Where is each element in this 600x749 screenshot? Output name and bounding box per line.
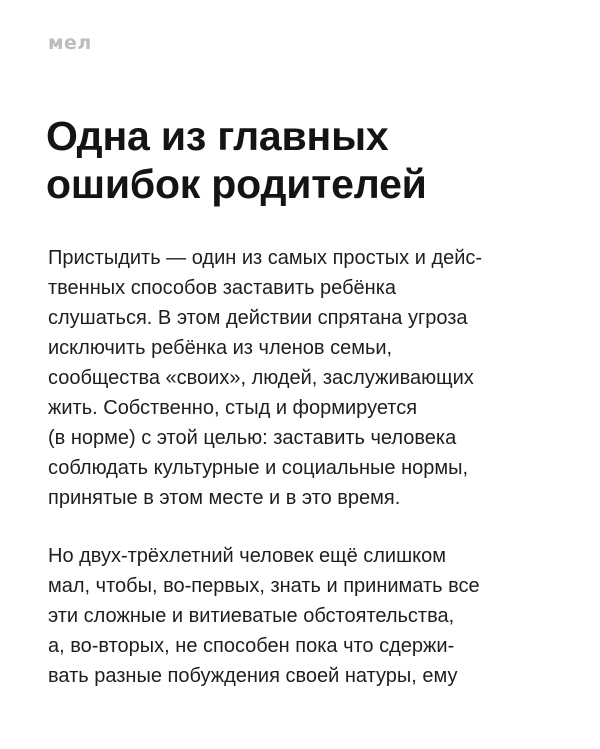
paragraph-line: эти сложные и витиеватые обстоятельства, [48,605,455,627]
article-paragraph-2 [48,541,588,691]
title-line: Одна из главных [46,113,389,159]
paragraph-line: Но двух-трёхлетний человек ещё слишком [48,545,446,567]
paragraph-line: твенных способов заставить ребёнка [48,277,397,299]
paragraph-line: мал, чтобы, во-первых, знать и принимать все [48,575,480,597]
brand-logo: мел [48,32,92,54]
paragraph-line: сообщества «своих», людей, заслуживающих [48,367,474,389]
paragraph-line: а, во-вторых, не способен пока что сдержи- [48,635,455,657]
paragraph-line: жить. Собственно, стыд и формируется [48,397,418,419]
paragraph-line: исключить ребёнка из членов семьи, [48,337,393,359]
paragraph-line: вать разные побуждения своей натуры, ему [48,665,458,687]
paragraph-line: соблюдать культурные и социальные нормы, [48,457,469,479]
paragraph-line: (в норме) с этой целью: заставить человека [48,427,457,449]
article-paragraph-1 [48,243,588,513]
paragraph-line: Пристыдить — один из самых простых и дейс- [48,247,483,269]
paragraph-line: принятые в этом месте и в это время. [48,487,401,509]
paragraph-line: слушаться. В этом действии спрятана угроза [48,307,468,329]
title-line: ошибок родителей [46,161,427,207]
article-title [46,112,566,208]
